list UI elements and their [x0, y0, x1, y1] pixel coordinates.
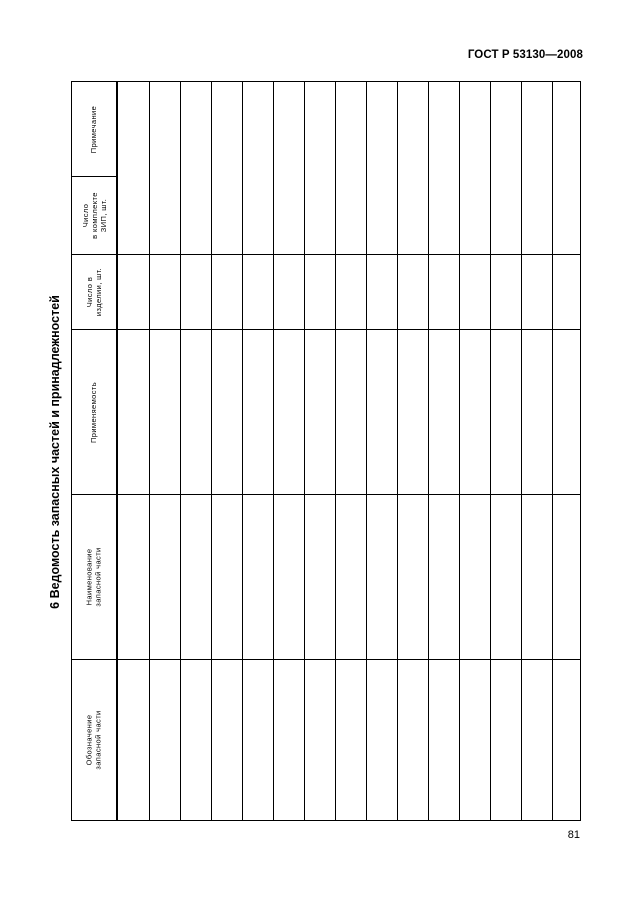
row-divider	[428, 82, 429, 820]
column-header-quantity-in-kit: Число в комплекте ЗИП, шт.	[80, 192, 108, 239]
column-header-name: Наименование запасной части	[85, 547, 104, 607]
header-standard-code: ГОСТ Р 53130—2008	[467, 49, 583, 61]
page-number: 81	[567, 829, 580, 841]
row-divider	[242, 82, 243, 820]
column-divider	[72, 176, 116, 177]
section-title: 6 Ведомость запасных частей и принадлежностей	[48, 295, 62, 609]
header-body-separator	[116, 82, 118, 820]
row-divider	[335, 82, 336, 820]
row-divider	[304, 82, 305, 820]
column-header-designation: Обозначение запасной части	[85, 710, 104, 770]
column-header-note: Примечание	[89, 105, 99, 153]
row-divider	[459, 82, 460, 820]
spare-parts-table	[71, 81, 581, 821]
row-divider	[273, 82, 274, 820]
row-divider	[552, 82, 553, 820]
row-divider	[490, 82, 491, 820]
column-header-applicability: Применяемость	[89, 381, 99, 443]
column-header-quantity-in-product: Число в изделии, шт.	[85, 267, 104, 317]
row-divider	[180, 82, 181, 820]
row-divider	[211, 82, 212, 820]
row-divider	[397, 82, 398, 820]
row-divider	[521, 82, 522, 820]
row-divider	[366, 82, 367, 820]
row-divider	[149, 82, 150, 820]
